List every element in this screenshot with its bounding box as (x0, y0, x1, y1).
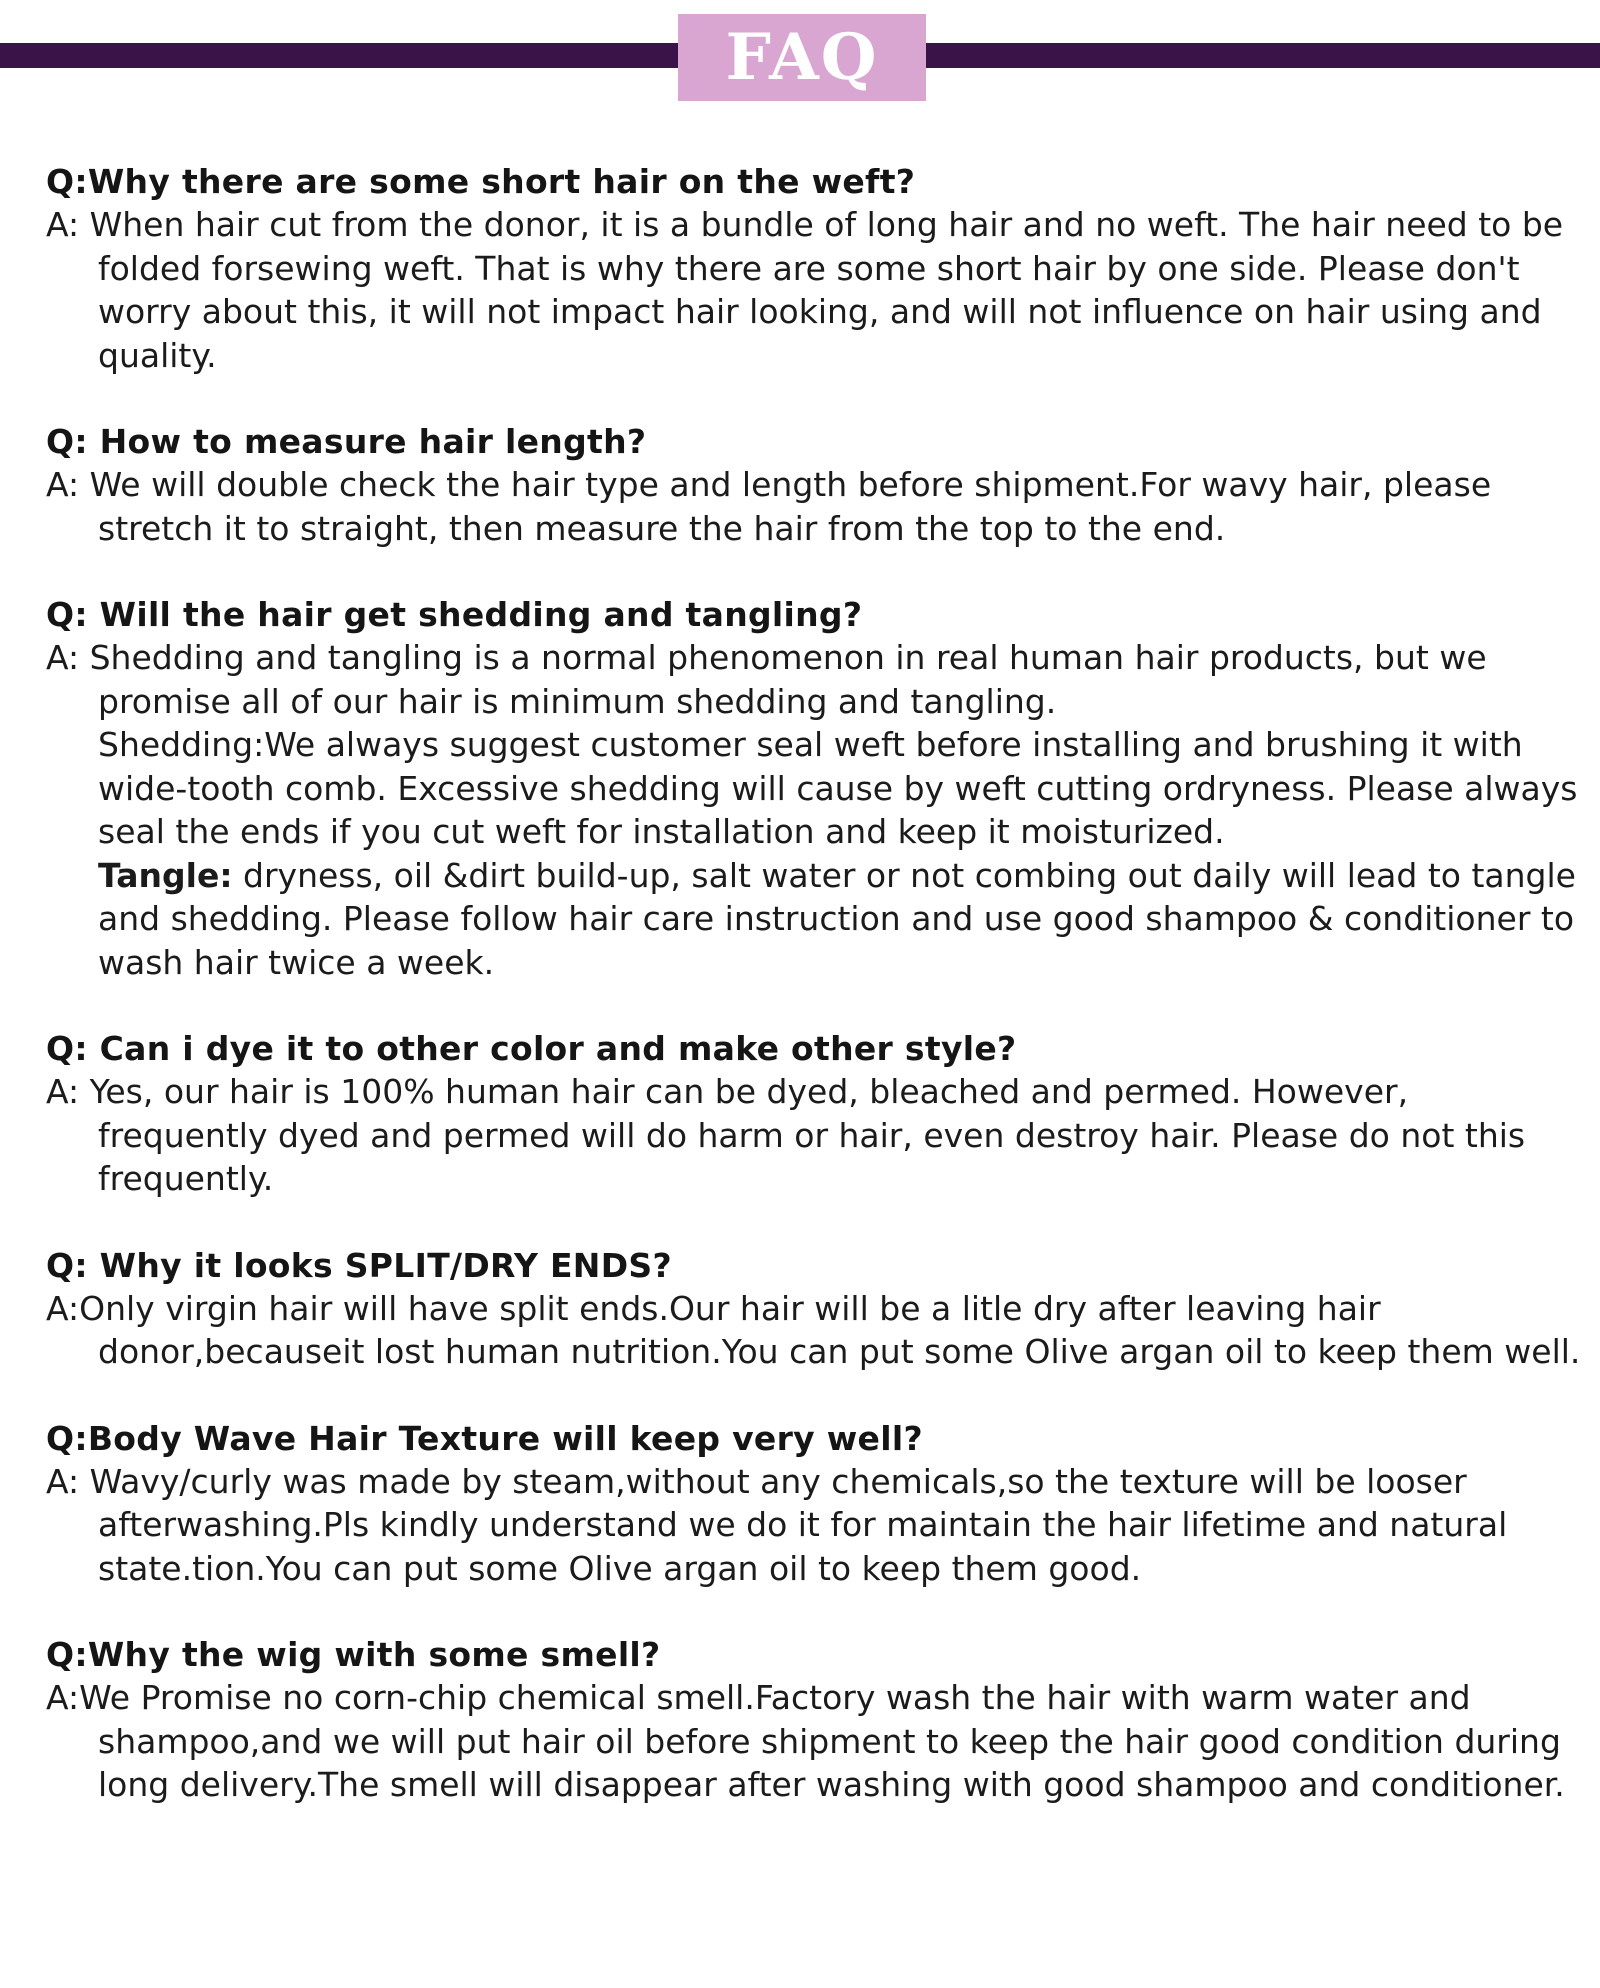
faq-question: Q: Can i dye it to other color and make other style? (46, 1029, 1017, 1068)
faq-title: FAQ (725, 20, 879, 95)
faq-item (46, 593, 1586, 984)
faq-answer-tangle (98, 854, 1586, 985)
faq-item (46, 420, 1586, 550)
faq-answer: A: We will double check the hair type and length before shipment.For wavy hair, please stretch it to straight, then measure the hair from the top to the end. (46, 465, 1492, 548)
faq-answer-shedding: Shedding:We always suggest customer seal weft before installing and brushing it with wide-tooth comb. Excessive shedding will cause by weft cutting ordryness. Please always seal the ends if you cut weft for installation and keep it moisturized. (98, 725, 1578, 851)
faq-item (46, 160, 1586, 377)
faq-question: Q:Why the wig with some smell? (46, 1635, 661, 1674)
faq-title-badge (678, 14, 926, 101)
faq-answer: A:We Promise no corn-chip chemical smell.Factory wash the hair with warm water and shampoo,and we will put hair oil before shipment to keep the hair good condition during long delivery.The smell will disappear after washing with good shampoo and conditioner. (46, 1678, 1565, 1804)
faq-question: Q: Why it looks SPLIT/DRY ENDS? (46, 1245, 672, 1285)
faq-question: Q:Body Wave Hair Texture will keep very well? (46, 1418, 923, 1458)
faq-banner (0, 0, 1600, 110)
faq-question: Q: Will the hair get shedding and tangling? (46, 595, 863, 634)
faq-item (46, 1244, 1586, 1374)
faq-answer: A:Only virgin hair will have split ends.Our hair will be a litle dry after leaving hair donor,becauseit lost human nutrition.You can put some Olive argan oil to keep them well. (46, 1288, 1581, 1371)
tangle-label: Tangle: (98, 855, 233, 895)
faq-answer-intro: A: Shedding and tangling is a normal phenomenon in real human hair products, but we promise all of our hair is minimum shedding and tangling. (46, 638, 1487, 721)
faq-item (46, 1027, 1586, 1201)
faq-question: Q:Why there are some short hair on the weft? (46, 162, 916, 201)
faq-item (46, 1633, 1586, 1807)
faq-item (46, 1417, 1586, 1591)
faq-answer: A: Yes, our hair is 100% human hair can be dyed, bleached and permed. However, frequently dyed and permed will do harm or hair, even destroy hair. Please do not this frequently. (46, 1072, 1526, 1198)
faq-answer (46, 636, 1586, 984)
faq-answer: A: When hair cut from the donor, it is a bundle of long hair and no weft. The hair need to be folded forsewing weft. That is why there are some short hair by one side. Please don't worry about this, it will not impact hair looking, and will not influence on hair using and quality. (46, 205, 1564, 375)
faq-answer: A: Wavy/curly was made by steam,without any chemicals,so the texture will be looser afterwashing.Pls kindly understand we do it for maintain the hair lifetime and natural state.tion.You can put some Olive argan oil to keep them good. (46, 1461, 1508, 1588)
faq-list (46, 160, 1586, 1850)
faq-question: Q: How to measure hair length? (46, 422, 647, 461)
tangle-text: dryness, oil &dirt build-up, salt water or not combing out daily will lead to tangle and shedding. Please follow hair care instruction and use good shampoo & conditioner to wash hair twice a week. (98, 855, 1576, 982)
